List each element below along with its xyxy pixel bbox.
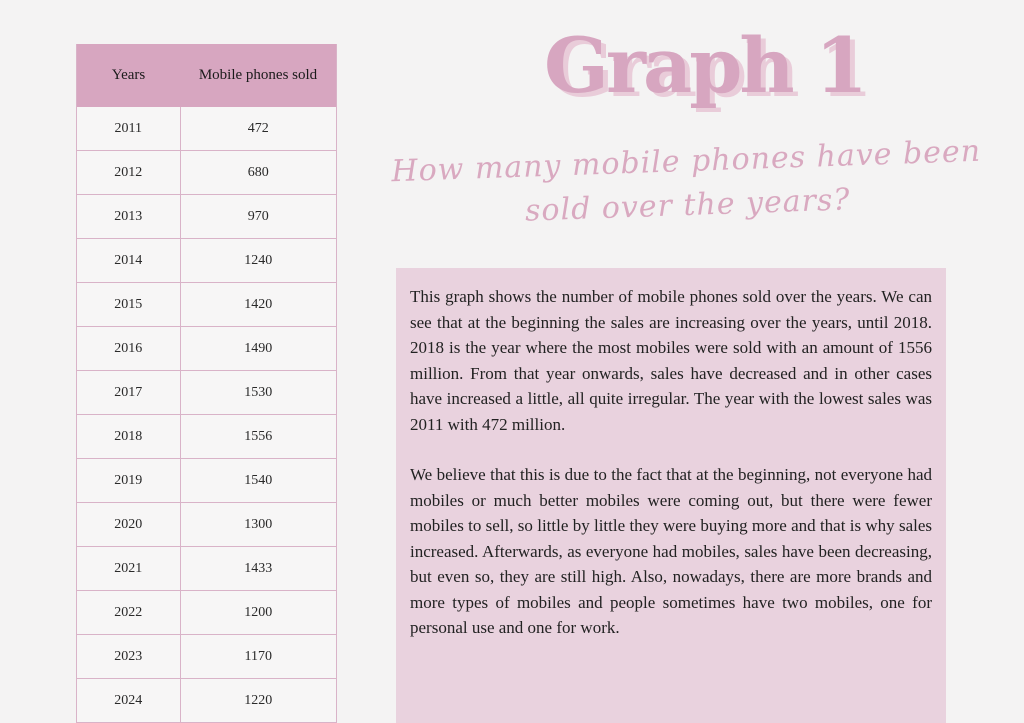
year-cell: 2023 <box>77 635 180 679</box>
table-row <box>77 591 336 635</box>
table-row <box>77 503 336 547</box>
year-cell: 2018 <box>77 415 180 459</box>
table-body <box>77 107 336 723</box>
table-row <box>77 107 336 151</box>
year-cell: 2012 <box>77 151 180 195</box>
sales-table <box>77 44 336 723</box>
year-cell: 2017 <box>77 371 180 415</box>
table-row <box>77 415 336 459</box>
table-row <box>77 371 336 415</box>
phones-sold-cell: 1490 <box>180 327 336 371</box>
description-paragraph-1: This graph shows the number of mobile phones sold over the years. We can see that at the beginning the sales are increasing over the years, until 2018. 2018 is the year where the most mobiles were sold with an amount of 1556 million. From that year onwards, sales have decreased and in other cases have increased a little, all quite irregular. The year with the lowest sales was 2011 with 472 million. <box>410 287 932 434</box>
year-cell: 2021 <box>77 547 180 591</box>
phones-sold-cell: 1300 <box>180 503 336 547</box>
page-title: Graph 1 <box>544 21 865 110</box>
table-row <box>77 679 336 723</box>
phones-sold-cell: 1420 <box>180 283 336 327</box>
table-header-row <box>77 44 336 107</box>
table-row <box>77 283 336 327</box>
table-row <box>77 547 336 591</box>
year-cell: 2013 <box>77 195 180 239</box>
year-cell: 2022 <box>77 591 180 635</box>
phones-sold-cell: 1220 <box>180 679 336 723</box>
table-row <box>77 459 336 503</box>
table-row <box>77 327 336 371</box>
phones-sold-cell: 472 <box>180 107 336 151</box>
phones-sold-cell: 1200 <box>180 591 336 635</box>
year-cell: 2015 <box>77 283 180 327</box>
description-paragraph-2: We believe that this is due to the fact that at the beginning, not everyone had mobiles or much better mobiles were coming out, but there were fewer mobiles to sell, so little by little they were buying more and that is why sales increased. Afterwards, as everyone had mobiles, sales have been decreasing, but even so, they are still high. Also, nowadays, there are more brands and more types of mobiles and people sometimes have two mobiles, one for personal use and one for work. <box>410 465 932 637</box>
table-row <box>77 635 336 679</box>
phones-sold-cell: 1170 <box>180 635 336 679</box>
table-row <box>77 195 336 239</box>
header-mobile-phones-sold: Mobile phones sold <box>180 44 336 107</box>
phones-sold-cell: 680 <box>180 151 336 195</box>
phones-sold-cell: 1240 <box>180 239 336 283</box>
year-cell: 2019 <box>77 459 180 503</box>
phones-sold-cell: 1556 <box>180 415 336 459</box>
year-cell: 2024 <box>77 679 180 723</box>
description-panel <box>396 268 946 723</box>
table-row <box>77 239 336 283</box>
table-row <box>77 151 336 195</box>
phones-sold-cell: 1540 <box>180 459 336 503</box>
phones-sold-cell: 970 <box>180 195 336 239</box>
year-cell: 2020 <box>77 503 180 547</box>
year-cell: 2014 <box>77 239 180 283</box>
phones-sold-cell: 1433 <box>180 547 336 591</box>
page-subtitle: How many mobile phones have been sold over the years? <box>390 133 982 229</box>
year-cell: 2011 <box>77 107 180 151</box>
sales-table-container <box>76 44 337 723</box>
header-years: Years <box>77 44 180 107</box>
year-cell: 2016 <box>77 327 180 371</box>
phones-sold-cell: 1530 <box>180 371 336 415</box>
